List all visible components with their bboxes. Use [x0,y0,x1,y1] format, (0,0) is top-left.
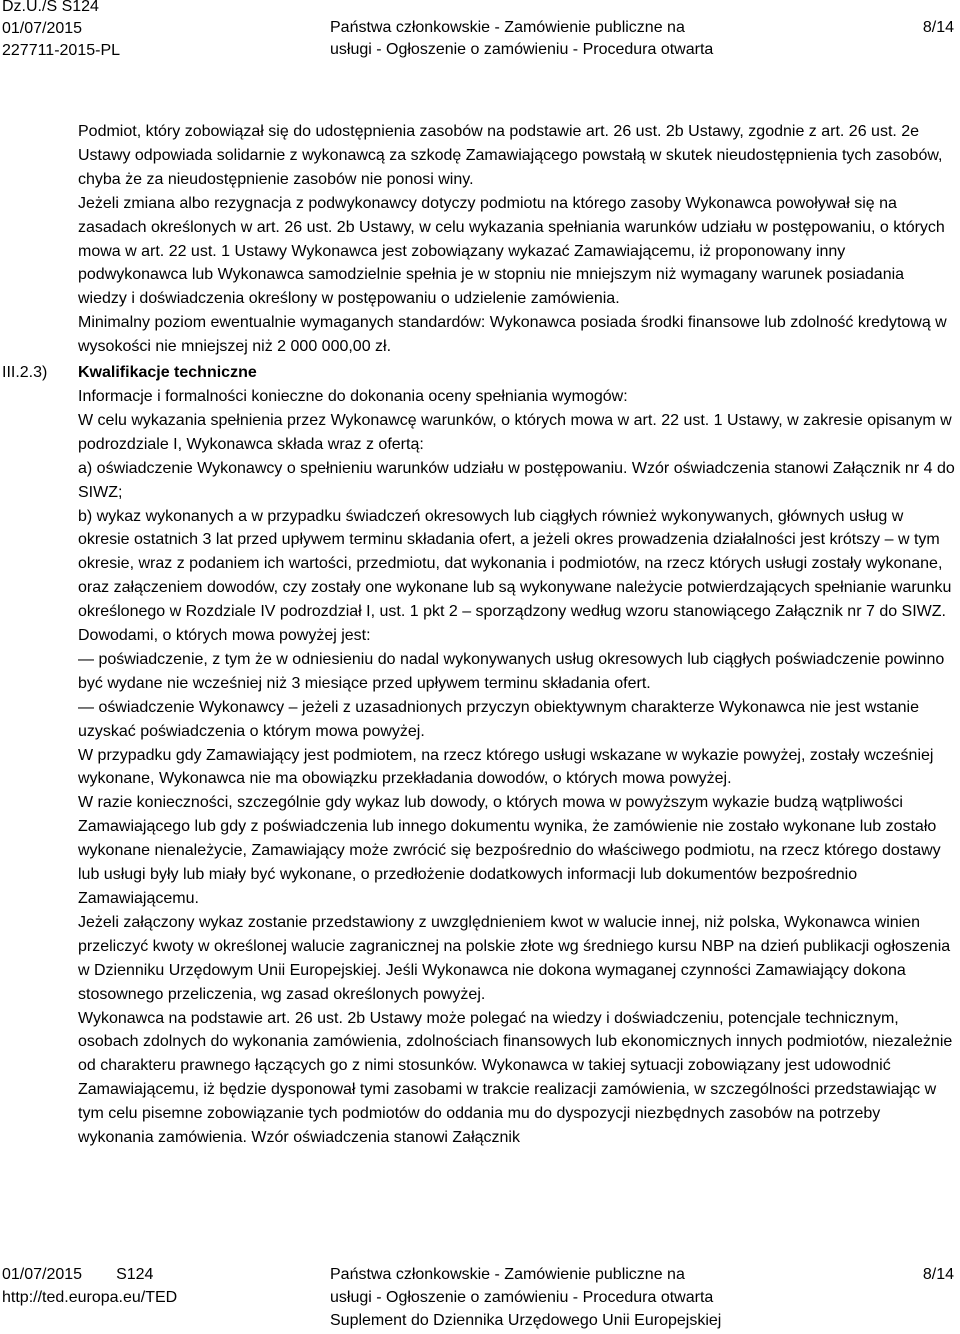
paragraph: Jeżeli zmiana albo rezygnacja z podwykonawcy dotyczy podmiotu na którego zasoby Wykonawca powoływał się na zasadach określonych w art. 26 ust. 2b Ustawy, w celu wykazania spełniania warunków udziału w postępowaniu, o których mowa w art. 22 ust. 1 Ustawy Wykonawca jest zobowiązany wykazać Zamawiającemu, iż proponowany inny podwykonawca lub Wykonawca samodzielnie spełnia je w stopniu nie mniejszym niż wymagany warunek posiadania wiedzy i doświadczenia określony w postępowaniu o udzielenie zamówienia. [78,194,945,308]
section-iii-2-3 [0,361,960,1150]
paragraph: a) oświadczenie Wykonawcy o spełnieniu warunków udziału w postępowaniu. Wzór oświadczenia stanowi Załącznik nr 4 do SIWZ; [78,459,955,501]
paragraph: Dowodami, o których mowa powyżej jest: [78,627,371,645]
header-left [2,0,222,62]
paragraph: b) wykaz wykonanych a w przypadku świadczeń okresowych lub ciągłych również wykonywanych, głównych usług w okresie ostatnich 3 lat przed upływem terminu składania ofert, a jeżeli okres prowadzenia działalności jest krótszy – w tym okresie, wraz z podaniem ich wartości, przedmiotu, dat wykonania i podmiotów, na rzecz których usługi zostały wykonane, oraz załączeniem dowodów, czy zostały one wykonane lub są wykonywane należycie potwierdzających spełnianie warunku określonego w Rozdziale IV podrozdział I, ust. 1 pkt 2 – sporządzony według wzoru stanowiącego Załącznik nr 7 do SIWZ. [78,507,952,621]
header-page-number: 8/14 [922,19,954,36]
paragraph: Wykonawca na podstawie art. 26 ust. 2b Ustawy może polegać na wiedzy i doświadczeniu, potencjale technicznym, osobach zdolnych do wykonania zamówienia, zdolnościach finansowych lub ekonomicznych innych podmiotów, niezależnie od charakteru prawnego łączących go z nimi stosunków. Wykonawca w takiej sytuacji zobowiązany jest udowodnić Zamawiającemu, iż będzie dysponował tymi zasobami w trakcie realizacji zamówienia, w szczególności przedstawiając w tym celu pisemne zobowiązanie tych podmiotów do oddania mu do dyspozycji niezbędnych zasobów na potrzeby wykonania zamówienia. Wzór oświadczenia stanowi Załącznik [78,1009,953,1147]
page-footer [0,1263,960,1334]
paragraph: — oświadczenie Wykonawcy – jeżeli z uzasadnionych przyczyn obiektywnym charakterze Wykonawca nie jest wstanie uzyskać poświadczenia o którym mowa powyżej. [78,698,919,740]
section-number: III.2.3) [2,364,48,382]
header-title-line-2: usługi - Ogłoszenie o zamówieniu - Procedura otwarta [330,41,714,58]
header-journal-ref: Dz.U./S S124 [2,0,99,15]
footer-title-line-2: usługi - Ogłoszenie o zamówieniu - Procedura otwarta [330,1289,714,1306]
section-heading: Kwalifikacje techniczne [78,364,257,382]
footer-title-line-3: Suplement do Dziennika Urzędowego Unii Europejskiej [330,1312,722,1329]
paragraph: Podmiot, który zobowiązał się do udostępnienia zasobów na podstawie art. 26 ust. 2b Ustawy, zgodnie z art. 26 ust. 2e Ustawy odpowiada solidarnie z wykonawcą za szkodę Zamawiającego powstałą w skutek nieudostępnienia tych zasobów, chyba że za nieudostępnienie zasobów nie ponosi winy. [78,123,943,188]
intro-block [0,120,960,359]
header-date: 01/07/2015 [2,20,83,37]
page-header [0,0,960,70]
paragraph: W razie konieczności, szczególnie gdy wykaz lub dowody, o których mowa w powyższym wykazie budzą wątpliwości Zamawiającego lub gdy z poświadczenia lub innego dokumentu wynika, że zamówienie nie zostało wykonane lub zostało wykonane nienależycie, Zamawiający może zwrócić się bezpośrednio do właściwego podmiotu, na rzecz którego dostawy lub usługi były lub miały być wykonane, o przedłożenie dodatkowych informacji lub dokumentów bezpośrednio Zamawiającemu. [78,794,941,907]
paragraph: Jeżeli załączony wykaz zostanie przedstawiony z uwzględnieniem kwot w walucie innej, niż polska, Wykonawca winien przeliczyć kwoty w określonej walucie zagranicznej na polskie złote wg średniego kursu NBP na dzień publikacji ogłoszenia w Dzienniku Urzędowym Unii Europejskiej. Jeśli Wykonawca nie dokona wymaganej czynności Zamawiający dokona stosownego przeliczenia, wg zasad określonych powyżej. [78,913,951,1003]
paragraph: Minimalny poziom ewentualnie wymaganych standardów: Wykonawca posiada środki finansowe lub zdolność kredytową w wysokości nie mniejszej niż 2 000 000,00 zł. [78,314,947,356]
paragraph: Informacje i formalności konieczne do dokonania oceny spełniania wymogów: [78,387,628,405]
footer-url: http://ted.europa.eu/TED [2,1289,178,1306]
footer-left [2,1263,262,1309]
footer-title-line-1: Państwa członkowskie - Zamówienie publiczne na [330,1266,685,1283]
document-body [0,120,960,1150]
paragraph: W celu wykazania spełnienia przez Wykonawcę warunków, o których mowa w art. 22 ust. 1 Ustawy, w zakresie opisanym w podrozdziale I, Wykonawca składa wraz z ofertą: [78,411,952,453]
footer-date: 01/07/2015 [2,1266,83,1283]
footer-series: S124 [116,1266,154,1283]
paragraph: W przypadku gdy Zamawiający jest podmiotem, na rzecz którego usługi wskazane w wykazie powyżej, zostały wcześniej wykonane, Wykonawca nie ma obowiązku przekładania dowodów, o których mowa powyżej. [78,746,934,788]
header-notice-id: 227711-2015-PL [2,42,121,59]
paragraph: — poświadczenie, z tym że w odniesieniu do nadal wykonywanych usług okresowych lub ciągłych poświadczenie powinno być wydane nie wcześniej niż 3 miesiące przed upływem terminu składania ofert. [78,650,945,692]
footer-title [330,1263,770,1332]
footer-page-number: 8/14 [922,1266,954,1283]
header-title [330,17,770,61]
header-title-line-1: Państwa członkowskie - Zamówienie publiczne na [330,19,685,36]
